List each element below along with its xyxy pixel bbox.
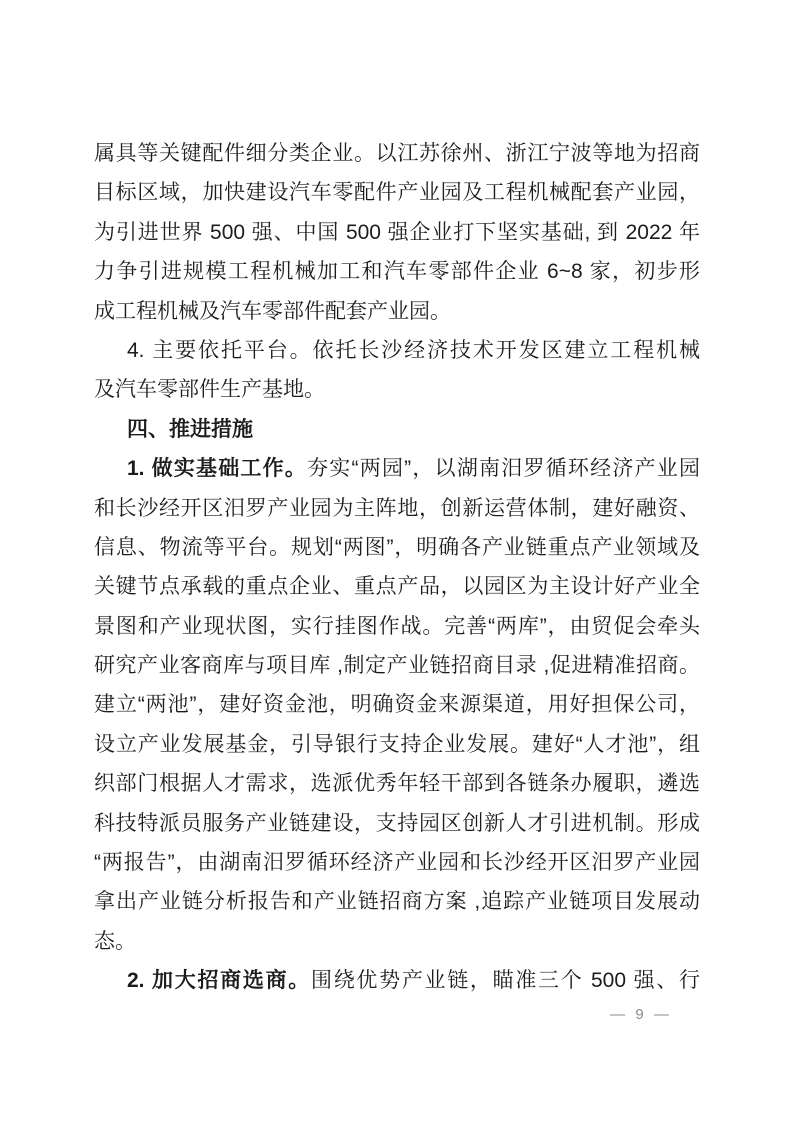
line-text: 设立产业发展基金，引导银行支持企业发展。建好“人才池”，组 [94,732,700,756]
line-text: 夯实“两园”，以湖南汨罗循环经济产业园 [307,457,700,481]
text-line [94,685,700,724]
text-line [94,528,700,567]
text-line [94,134,700,173]
line-text: 研究产业客商库与项目库 ,制定产业链招商目录 ,促进精准招商。 [94,654,700,678]
bold-lead-text: 2. 加大招商选商。 [127,969,311,993]
line-text: 目标区域，加快建设汽车零配件产业园及工程机械配套产业园， [94,181,700,205]
text-line [94,173,700,212]
text-line [94,370,700,409]
line-text: 成工程机械及汽车零部件配套产业园。 [94,299,451,323]
text-line [94,252,700,291]
line-text: 关键节点承载的重点企业、重点产品，以园区为主设计好产业全 [94,575,700,599]
line-text: 为引进世界 500 强、中国 500 强企业打下坚实基础, 到 2022 年 [94,220,700,244]
text-line [94,961,700,1000]
text-line [94,331,700,370]
text-line [94,922,700,961]
page-number: — 9 — [610,1006,672,1023]
line-text: 力争引进规模工程机械加工和汽车零部件企业 6~8 家，初步形 [94,260,700,284]
line-text: 属具等关键配件细分类企业。以江苏徐州、浙江宁波等地为招商 [94,142,700,165]
text-line [94,764,700,803]
text-line [94,292,700,331]
line-text: 景图和产业现状图，实行挂图作战。完善“两库”，由贸促会牵头 [94,614,700,638]
line-text: 4. 主要依托平台。依托长沙经济技术开发区建立工程机械 [127,338,700,362]
line-text: 建立“两池”，建好资金池，明确资金来源渠道，用好担保公司， [94,693,700,717]
line-text: 织部门根据人才需求，选派优秀年轻干部到各链条办履职，遴选 [94,772,700,796]
text-line [94,843,700,882]
text-line [94,607,700,646]
line-text: “两报告”，由湖南汨罗循环经济产业园和长沙经开区汨罗产业园 [94,851,700,875]
line-text: 态。 [94,929,136,953]
line-text: 和长沙经开区汨罗产业园为主阵地，创新运营体制，建好融资、 [94,496,700,520]
text-line [94,213,700,252]
line-text: 及汽车零部件生产基地。 [94,378,325,402]
line-text: 拿出产业链分析报告和产业链招商方案 ,追踪产业链项目发展动 [94,890,700,914]
text-line [94,646,700,685]
text-line [94,449,700,488]
line-text: 信息、物流等平台。规划“两图”，明确各产业链重点产业领域及 [94,535,700,559]
line-text: 科技特派员服务产业链建设，支持园区创新人才引进机制。形成 [94,811,700,835]
body-text [94,134,700,1001]
text-line [94,882,700,921]
line-text: 围绕优势产业链，瞄准三个 500 强、行 [311,969,700,993]
text-line [94,410,700,449]
text-line [94,725,700,764]
bold-lead-text: 四、推进措施 [127,417,253,441]
bold-lead-text: 1. 做实基础工作。 [127,457,308,481]
text-line [94,567,700,606]
text-line [94,804,700,843]
text-line [94,489,700,528]
